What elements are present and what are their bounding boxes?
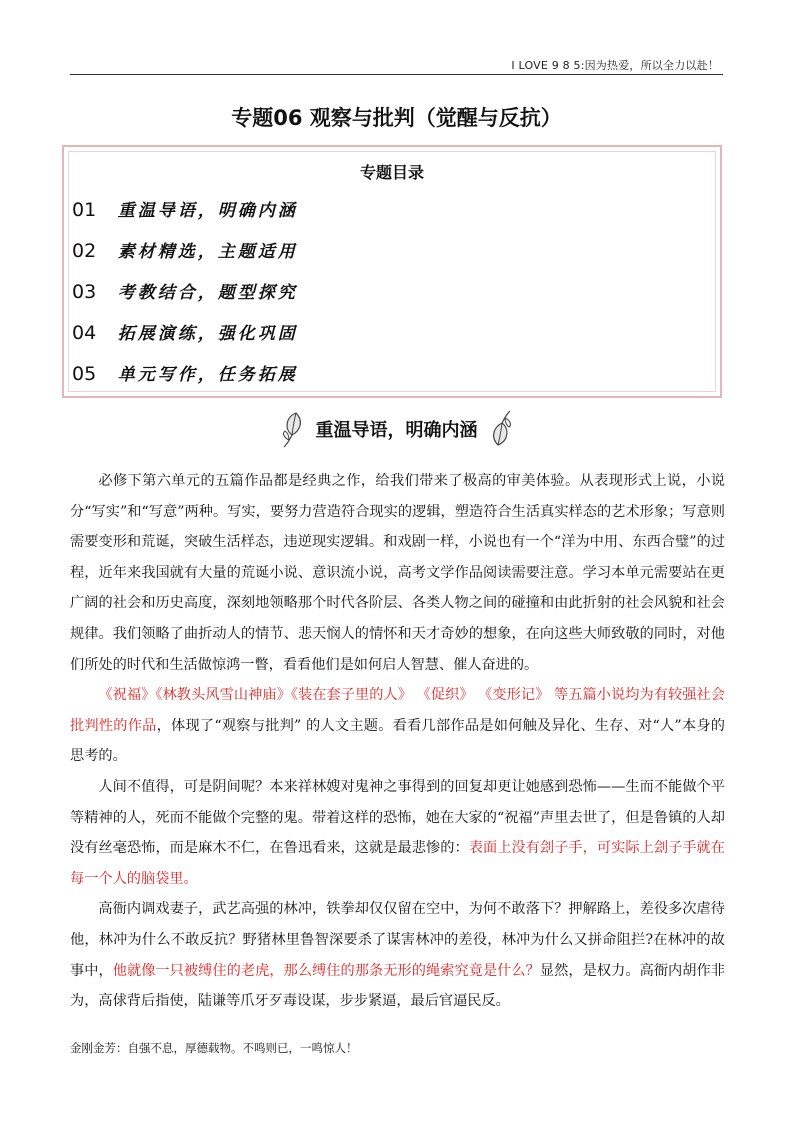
toc-item xyxy=(72,279,298,305)
toc-item-label: 拓展演练，强化巩固 xyxy=(117,324,298,344)
paragraph xyxy=(70,772,725,894)
paragraph-text: 显然，是权力。高衙内胡作非为，高俅背后指使，陆谦等爪牙歹毒设谋，步步紧逼，最后官逼民反。 xyxy=(70,962,725,1010)
body-text xyxy=(70,466,725,1017)
toc-item xyxy=(72,320,298,346)
toc-item-number: 05 xyxy=(72,363,97,385)
paragraph-text: 人间不值得，可是阴间呢？本来祥林嫂对鬼神之事得到的回复却更让她感到恐怖——生而不能做个平等精神的人，死而不能做个完整的鬼。带着这样的恐怖，她在大家的“祝福”声里去世了，但是鲁镇的人却没有丝毫恐怖，而是麻木不仁，在鲁迅看来，这就是最悲惨的： xyxy=(70,778,725,857)
toc-item-number: 04 xyxy=(72,322,97,344)
toc-item-label: 单元写作，任务拓展 xyxy=(117,365,298,385)
paragraph xyxy=(70,894,725,1016)
leaf-ornament-icon xyxy=(484,409,514,449)
toc-item-label: 考教结合，题型探究 xyxy=(117,283,298,303)
toc-item-label: 素材精选，主题适用 xyxy=(117,242,298,262)
section-banner xyxy=(0,405,793,453)
section-title: 重温导语，明确内涵 xyxy=(315,420,478,441)
paragraph-text: 高衙内调戏妻子，武艺高强的林冲，铁拳却仅仅留在空中，为何不敢落下？押解路上，差役多次虐待他，林冲为什么不敢反抗？野猪林里鲁智深要杀了谋害林冲的差役，林冲为什么又拼命阻拦?在林冲的故事中， xyxy=(70,901,725,979)
footer-motto: 金刚金芳：自强不息，厚德载物。不鸣则已，一鸣惊人！ xyxy=(70,1041,358,1055)
toc-item-label: 重温导语，明确内涵 xyxy=(117,201,298,221)
toc-box xyxy=(62,145,722,398)
paragraph-text: ，体现了“观察与批判” 的人文主题。看看几部作品是如何触及异化、生存、对“人”本身的思考的。 xyxy=(70,717,725,765)
page-title: 专题06 观察与批判（觉醒与反抗） xyxy=(231,106,562,130)
header-divider xyxy=(70,74,723,75)
toc-item-number: 02 xyxy=(72,240,97,262)
leaf-ornament-icon xyxy=(280,409,310,449)
toc-item-number: 01 xyxy=(72,199,97,221)
highlighted-text: 表面上没有刽子手，可实际上刽子手就在每一个人的脑袋里。 xyxy=(70,840,725,887)
toc-item-number: 03 xyxy=(72,281,97,303)
highlighted-text: 《祝福》《林教头风雪山神庙》《装在套子里的人》 《促织》 《变形记》 等五篇小说均为有较强社会批判性的作品 xyxy=(70,687,725,734)
highlighted-text: 他就像一只被缚住的老虎，那么缚住的那条无形的绳索究竟是什么？ xyxy=(112,962,540,979)
header-tagline: I LOVE 9 8 5:因为热爱，所以全力以赴！ xyxy=(511,59,719,72)
paragraph xyxy=(70,680,725,772)
toc-item xyxy=(72,197,298,223)
toc-heading: 专题目录 xyxy=(359,163,424,182)
paragraph: 必修下第六单元的五篇作品都是经典之作，给我们带来了极高的审美体验。从表现形式上说，小说分“写实”和“写意”两种。写实，要努力营造符合现实的逻辑，塑造符合生活真实样态的艺术形象；写意则需要变形和荒诞，突破生活样态，违逆现实逻辑。和戏剧一样，小说也有一个“洋为中用、东西合璧”的过程，近年来我国就有大量的荒诞小说、意识流小说，高考文学作品阅读需要注意。学习本单元需要站在更广阔的社会和历史高度，深刻地领略那个时代各阶层、各类人物之间的碰撞和由此折射的社会风貌和社会规律。我们领略了曲折动人的情节、悲天悯人的情怀和天才奇妙的想象，在向这些大师致敬的同时，对他们所处的时代和生活做惊鸿一瞥，看看他们是如何启人智慧、催人奋进的。 xyxy=(70,473,725,673)
toc-item xyxy=(72,238,298,264)
toc-item xyxy=(72,361,298,387)
